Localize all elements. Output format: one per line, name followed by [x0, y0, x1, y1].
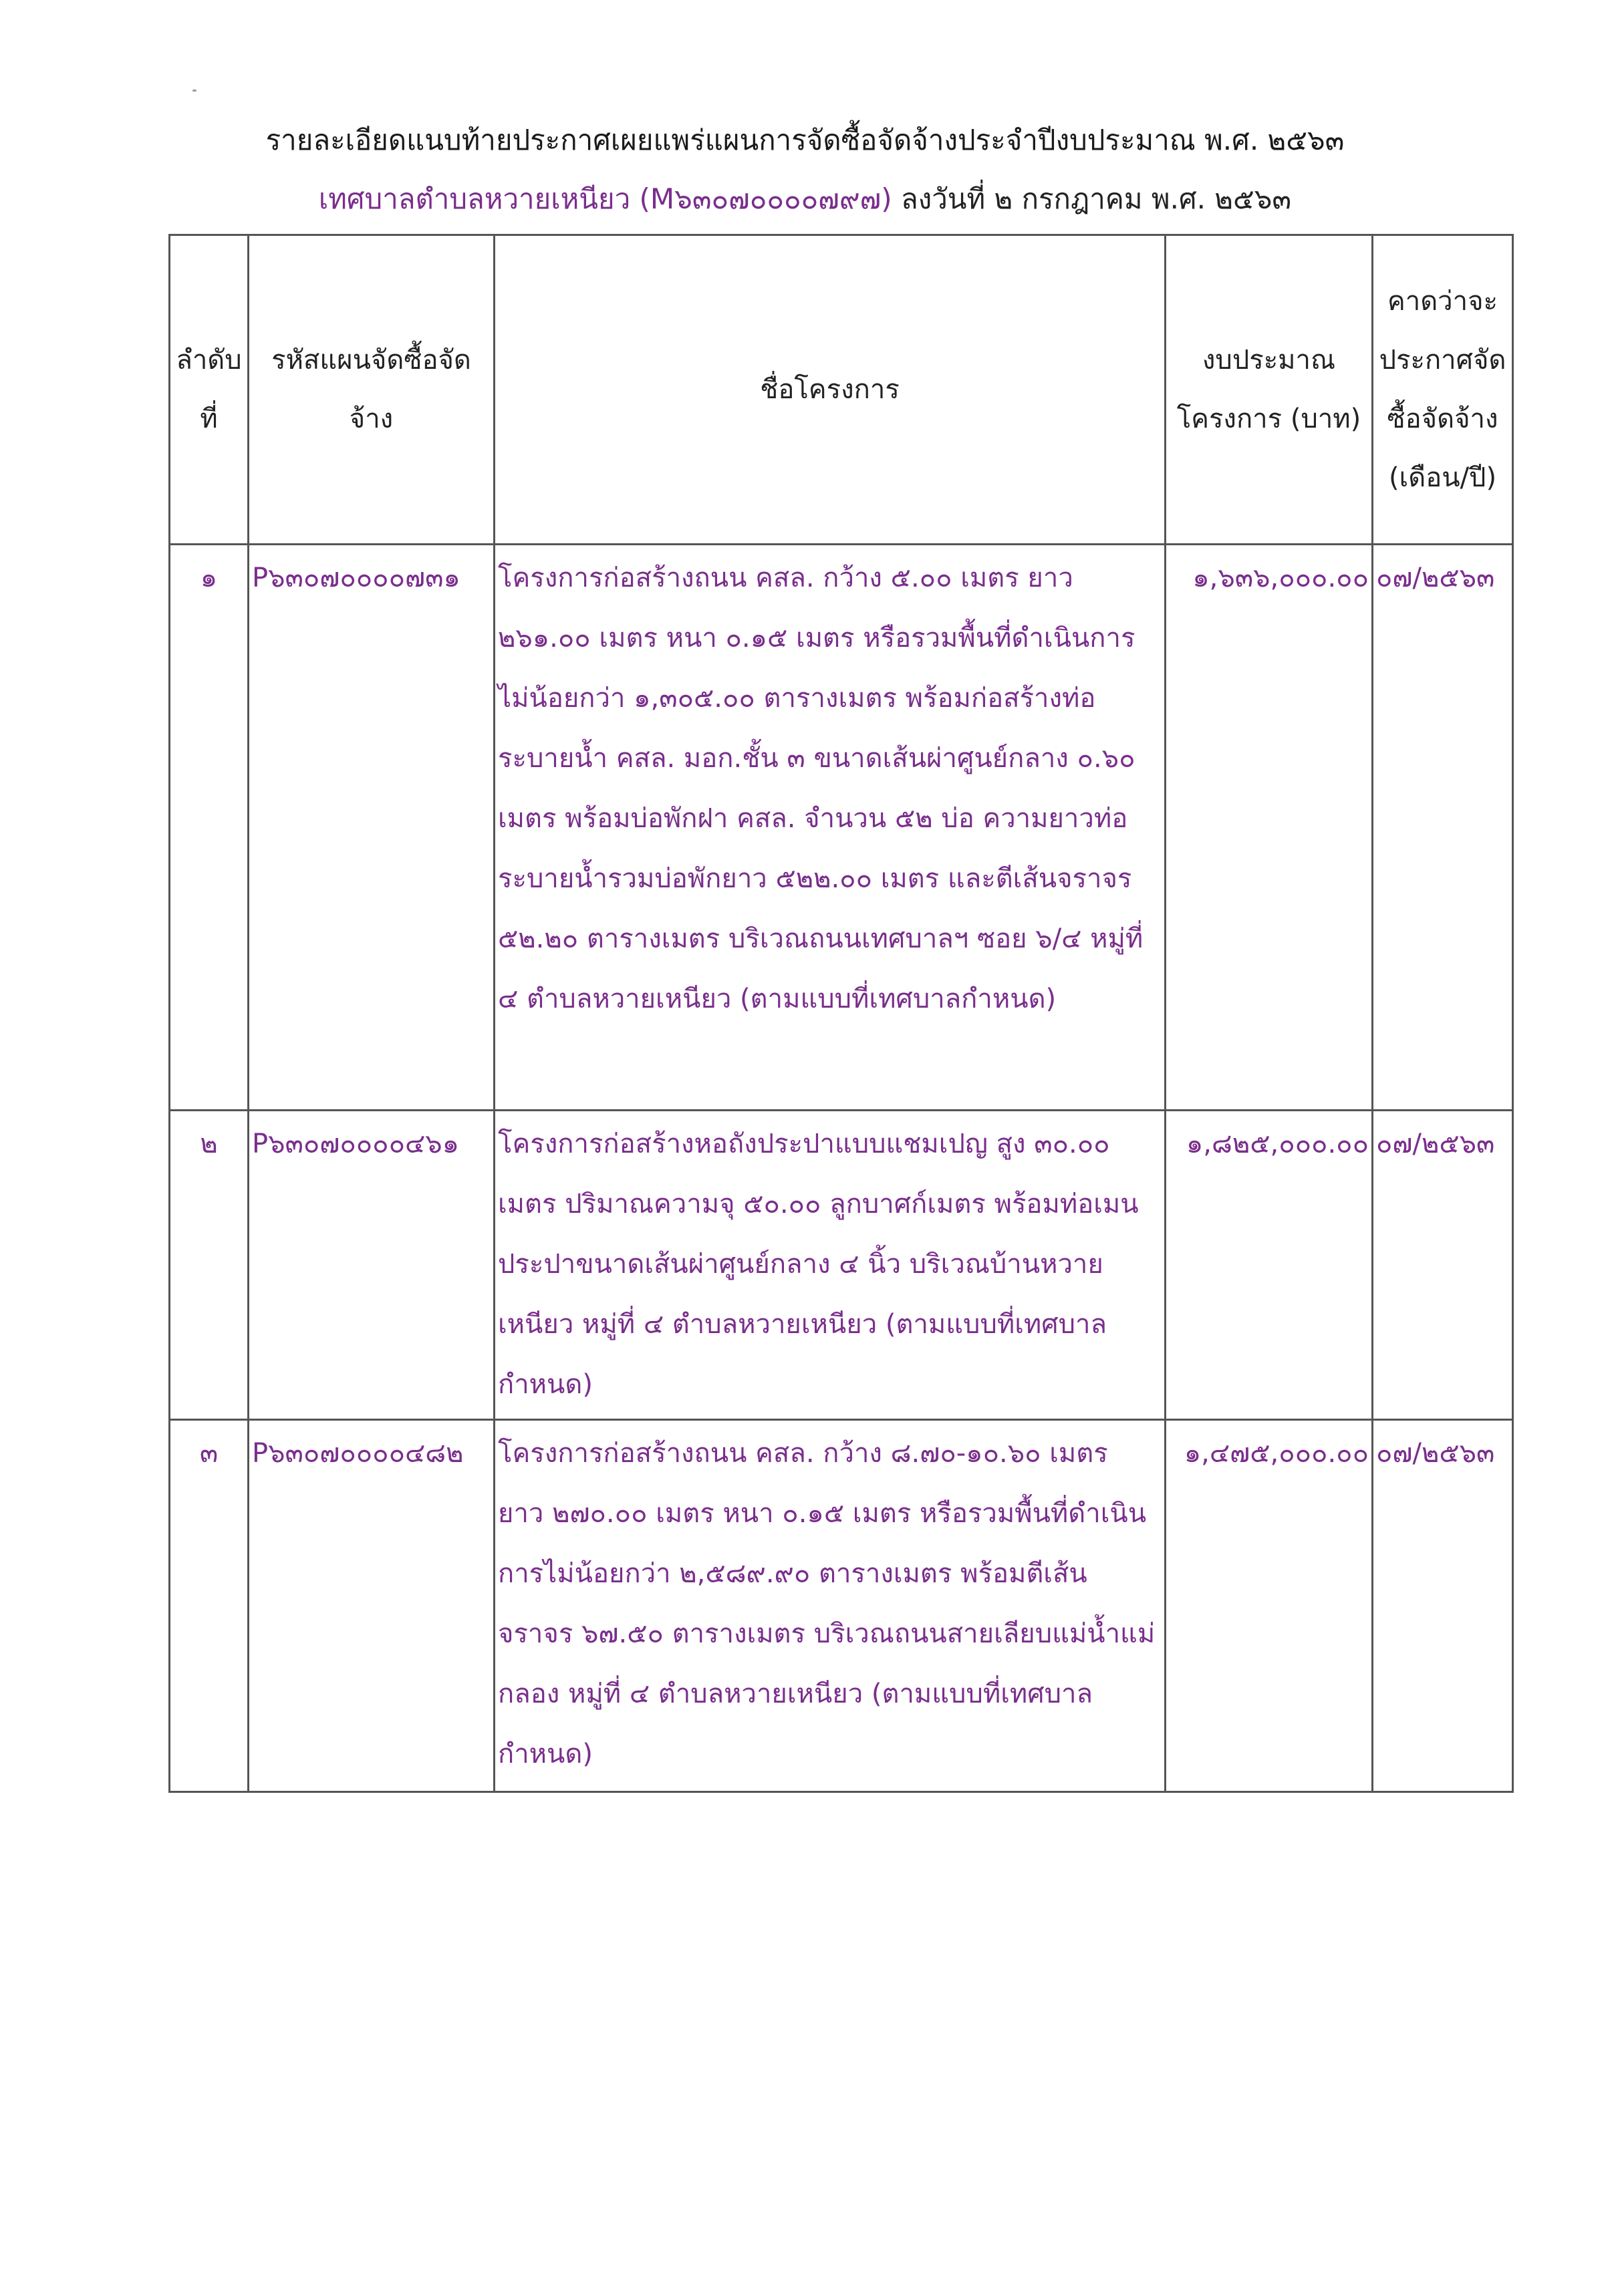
subtitle-organization: เทศบาลตำบลหวายเหนียว (M๖๓๐๗๐๐๐๐๗๙๗) [318, 182, 892, 215]
cell-month: ๐๗/๒๕๖๓ [1373, 1420, 1513, 1792]
cell-no: ๓ [170, 1420, 249, 1792]
cell-no: ๒ [170, 1111, 249, 1420]
subtitle-date: ลงวันที่ ๒ กรกฎาคม พ.ศ. ๒๕๖๓ [892, 182, 1292, 215]
procurement-plan-table [168, 234, 1514, 1793]
col-header-name: ชื่อโครงการ [495, 235, 1166, 545]
table-row [170, 1111, 1513, 1420]
col-header-budget: งบประมาณโครงการ (บาท) [1166, 235, 1373, 545]
cell-month: ๐๗/๒๕๖๓ [1373, 545, 1513, 1111]
cell-no: ๑ [170, 545, 249, 1111]
cell-project-name: โครงการก่อสร้างหอถังประปาแบบแชมเปญ สูง ๓๐.๐๐ เมตร ปริมาณความจุ ๕๐.๐๐ ลูกบาศก์เมตร พร้อมท่อเมนประปาขนาดเส้นผ่าศูนย์กลาง ๔ นิ้ว บริเวณบ้านหวายเหนียว หมู่ที่ ๔ ตำบลหวายเหนียว (ตามแบบที่เทศบาลกำหนด) [495, 1111, 1166, 1420]
col-header-month: คาดว่าจะประกาศจัดซื้อจัดจ้าง (เดือน/ปี) [1373, 235, 1513, 545]
cell-project-name: โครงการก่อสร้างถนน คสล. กว้าง ๕.๐๐ เมตร ยาว ๒๖๑.๐๐ เมตร หนา ๐.๑๕ เมตร หรือรวมพื้นที่ดำเนินการไม่น้อยกว่า ๑,๓๐๕.๐๐ ตารางเมตร พร้อมก่อสร้างท่อระบายน้ำ คสล. มอก.ชั้น ๓ ขนาดเส้นผ่าศูนย์กลาง ๐.๖๐ เมตร พร้อมบ่อพักฝา คสล. จำนวน ๕๒ บ่อ ความยาวท่อระบายน้ำรวมบ่อพักยาว ๕๒๒.๐๐ เมตร และตีเส้นจราจร ๕๒.๒๐ ตารางเมตร บริเวณถนนเทศบาลฯ ซอย ๖/๔ หมู่ที่ ๔ ตำบลหวายเหนียว (ตามแบบที่เทศบาลกำหนด) [495, 545, 1166, 1111]
cell-code: P๖๓๐๗๐๐๐๐๔๖๑ [249, 1111, 495, 1420]
table-body [170, 545, 1513, 1792]
table-row [170, 545, 1513, 1111]
scan-speck [192, 90, 196, 92]
cell-code: P๖๓๐๗๐๐๐๐๗๓๑ [249, 545, 495, 1111]
cell-code: P๖๓๐๗๐๐๐๐๔๘๒ [249, 1420, 495, 1792]
document-title: รายละเอียดแนบท้ายประกาศเผยแพร่แผนการจัดซื้อจัดจ้างประจำปีงบประมาณ พ.ศ. ๒๕๖๓ [265, 124, 1345, 156]
cell-budget: ๑,๖๓๖,๐๐๐.๐๐ [1166, 545, 1373, 1111]
cell-month: ๐๗/๒๕๖๓ [1373, 1111, 1513, 1420]
document-subtitle [0, 179, 1610, 219]
cell-budget: ๑,๘๒๕,๐๐๐.๐๐ [1166, 1111, 1373, 1420]
table-header [170, 235, 1513, 545]
table-row [170, 1420, 1513, 1792]
col-header-no: ลำดับที่ [170, 235, 249, 545]
cell-project-name: โครงการก่อสร้างถนน คสล. กว้าง ๘.๗๐-๑๐.๖๐ เมตร ยาว ๒๗๐.๐๐ เมตร หนา ๐.๑๕ เมตร หรือรวมพื้นที่ดำเนินการไม่น้อยกว่า ๒,๕๘๙.๙๐ ตารางเมตร พร้อมตีเส้นจราจร ๖๗.๕๐ ตารางเมตร บริเวณถนนสายเลียบแม่น้ำแม่กลอง หมู่ที่ ๔ ตำบลหวายเหนียว (ตามแบบที่เทศบาลกำหนด) [495, 1420, 1166, 1792]
header-row [170, 235, 1513, 545]
col-header-code: รหัสแผนจัดซื้อจัดจ้าง [249, 235, 495, 545]
cell-budget: ๑,๔๗๕,๐๐๐.๐๐ [1166, 1420, 1373, 1792]
